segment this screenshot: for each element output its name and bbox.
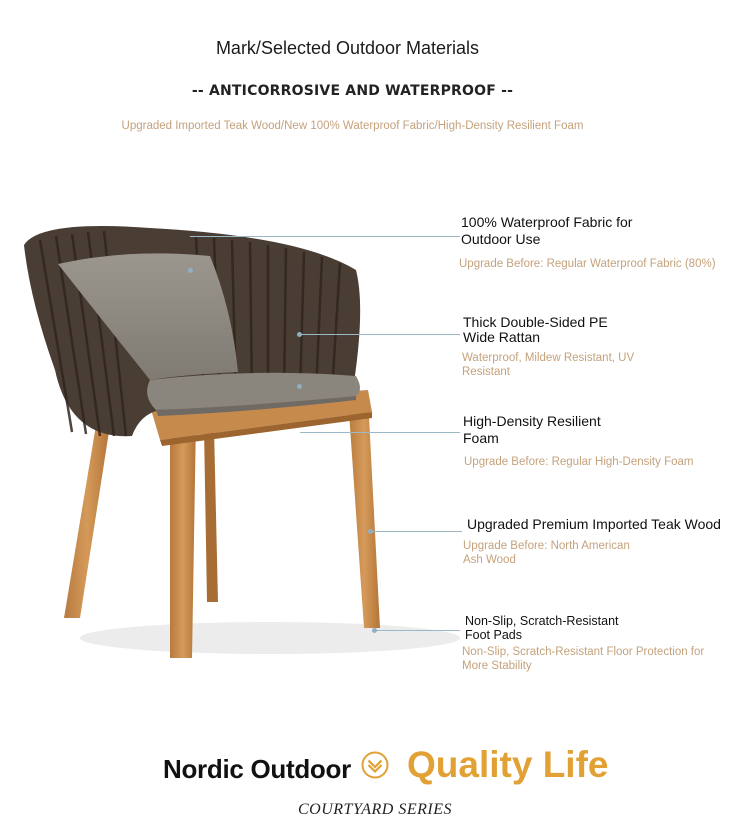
- series-name: COURTYARD SERIES: [298, 801, 452, 818]
- leader-dot-teak: [368, 529, 373, 534]
- floor-shadow: [80, 622, 460, 654]
- feature-desc: More Stability: [462, 659, 532, 672]
- page-title: Mark/Selected Outdoor Materials: [215, 38, 480, 58]
- leader-line-rattan: [300, 334, 460, 335]
- chair-illustration: [0, 200, 460, 690]
- feature-desc: Waterproof, Mildew Resistant, UV: [462, 352, 635, 364]
- feature-desc: Resistant: [462, 365, 510, 378]
- slogan: Quality Life: [407, 744, 609, 785]
- materials-line: Upgraded Imported Teak Wood/New 100% Waterproof Fabric/High-Density Resilient Foam: [121, 120, 584, 132]
- feature-foam: [463, 413, 733, 470]
- feature-footpad: [462, 614, 745, 673]
- chevron-circle-icon: [360, 750, 390, 780]
- feature-desc: Upgrade Before: Regular High-Density Foam: [464, 456, 694, 468]
- leader-dot-footpad: [372, 628, 377, 633]
- feature-title: Thick Double-Sided PE: [463, 314, 608, 330]
- brand-name: Nordic Outdoor: [163, 754, 351, 784]
- feature-desc: Upgrade Before: Regular Waterproof Fabric (80%): [459, 258, 716, 270]
- feature-desc: Upgrade Before: North American: [463, 540, 630, 552]
- back-leg-left: [204, 428, 218, 602]
- leader-dot-fabric: [188, 268, 193, 273]
- feature-title: Foam: [463, 430, 499, 446]
- leader-line-footpad: [374, 630, 460, 631]
- leader-line-fabric: [190, 236, 460, 237]
- leader-dot-foam: [297, 384, 302, 389]
- feature-fabric: [461, 214, 741, 272]
- feature-title: High-Density Resilient: [463, 413, 601, 429]
- back-leg-right: [64, 425, 110, 618]
- leader-line-foam: [300, 432, 460, 433]
- front-leg-left: [170, 418, 196, 658]
- leader-line-teak: [370, 531, 462, 532]
- feature-title: Upgraded Premium Imported Teak Wood: [467, 516, 721, 532]
- feature-desc: Non-Slip, Scratch-Resistant Floor Protection for: [462, 646, 705, 658]
- feature-rattan: [463, 315, 723, 379]
- feature-desc: Ash Wood: [463, 553, 516, 566]
- feature-title: Wide Rattan: [463, 329, 541, 345]
- feature-title: Non-Slip, Scratch-Resistant: [465, 614, 619, 628]
- feature-title: Foot Pads: [465, 628, 522, 642]
- page-subtitle: -- ANTICORROSIVE AND WATERPROOF --: [191, 83, 514, 99]
- feature-teak: [463, 516, 749, 567]
- feature-title: 100% Waterproof Fabric for: [461, 214, 633, 230]
- feature-title: Outdoor Use: [461, 231, 541, 247]
- leader-dot-rattan: [297, 332, 302, 337]
